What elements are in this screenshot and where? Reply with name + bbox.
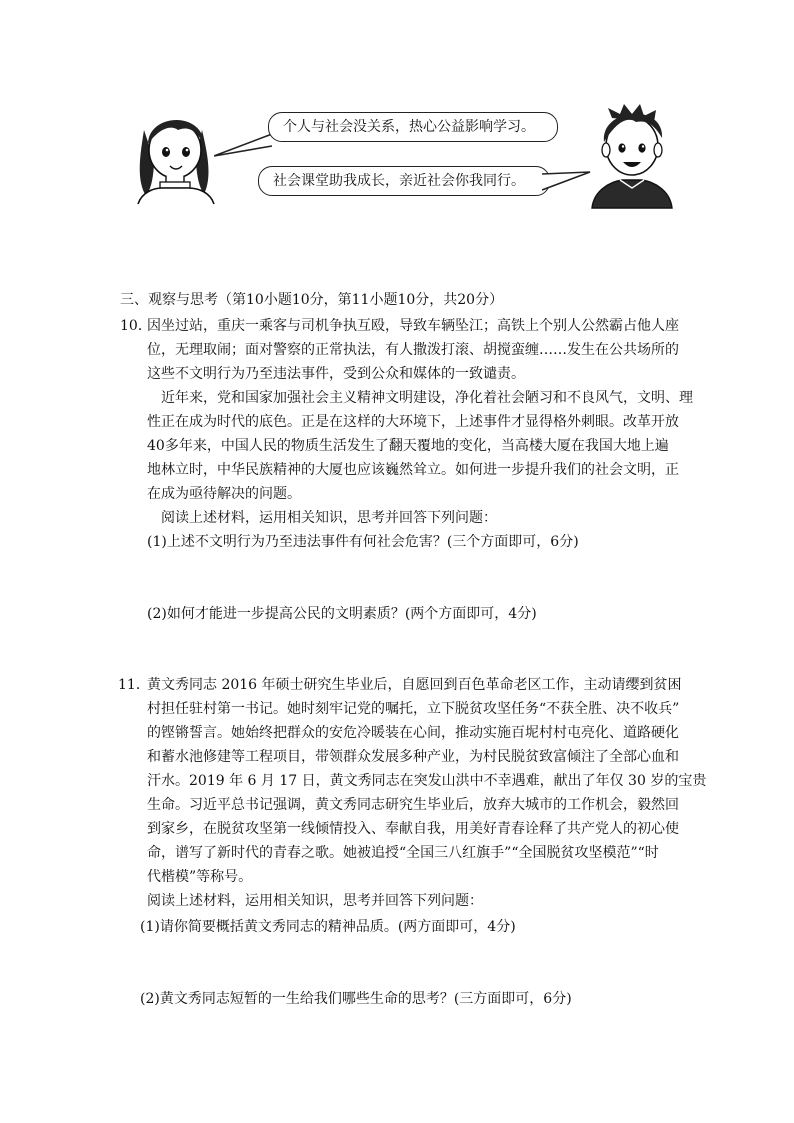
material-line: 性正在成为时代的底色。正是在这样的大环境下，上述事件才显得格外刺眼。改革开放 — [147, 414, 679, 430]
material-line: 近年来，党和国家加强社会主义精神文明建设，净化着社会陋习和不良风气，文明、理 — [147, 390, 693, 406]
material-line: 这些不文明行为乃至违法事件，受到公众和媒体的一致谴责。 — [147, 366, 525, 382]
question-number: 11． — [118, 677, 150, 693]
question-number: 10． — [120, 318, 152, 334]
question-11-material — [147, 673, 706, 913]
material-line: 的铿锵誓言。她始终把群众的安危冷暖装在心间，推动实施百坭村村屯亮化、道路硬化 — [147, 725, 679, 741]
question-11-sub-1: (1)请你简要概括黄文秀同志的精神品质。(两方面即可，4分) — [140, 919, 516, 935]
girl-figure-icon — [130, 100, 220, 208]
dialogue-illustration — [130, 90, 690, 215]
girl-speech-text: 个人与社会没关系，热心公益影响学习。 — [283, 119, 535, 135]
material-line: 和蓄水池修建等工程项目，带领群众发展多种产业，为村民脱贫致富倾注了全部心血和 — [147, 749, 679, 765]
material-line: 生命。习近平总书记强调，黄文秀同志研究生毕业后，放弃大城市的工作机会，毅然回 — [147, 797, 679, 813]
boy-figure-icon — [582, 98, 682, 210]
material-line: 代楷模”等称号。 — [147, 869, 253, 885]
material-line: 地林立时，中华民族精神的大厦也应该巍然耸立。如何进一步提升我们的社会文明，正 — [147, 462, 679, 478]
material-line: 阅读上述材料，运用相关知识，思考并回答下列问题： — [147, 893, 483, 909]
material-line: 汗水。2019 年 6 月 17 日，黄文秀同志在突发山洪中不幸遇难，献出了年仅 30 岁的宝贵 — [147, 773, 707, 789]
boy-speech-text: 社会课堂助我成长，亲近社会你我同行。 — [273, 173, 525, 189]
question-10-material — [147, 314, 693, 530]
material-line: 在成为亟待解决的问题。 — [147, 486, 301, 502]
speech-tail-icon — [214, 130, 274, 160]
material-line: 因坐过站，重庆一乘客与司机争执互殴，导致车辆坠江；高铁上个别人公然霸占他人座 — [147, 318, 679, 334]
girl-speech-bubble — [268, 112, 558, 142]
question-11-sub-2: (2)黄文秀同志短暂的一生给我们哪些生命的思考？(三方面即可，6分) — [140, 991, 572, 1007]
section-title: 三、观察与思考（第10小题10分，第11小题10分，共20分） — [120, 292, 504, 308]
boy-speech-bubble — [258, 166, 550, 196]
material-line: 阅读上述材料，运用相关知识，思考并回答下列问题： — [147, 510, 497, 526]
question-10-sub-1: (1)上述不文明行为乃至违法事件有何社会危害？(三个方面即可，6分) — [147, 534, 579, 550]
question-10-sub-2: (2)如何才能进一步提高公民的文明素质？(两个方面即可，4分) — [147, 606, 537, 622]
material-line: 黄文秀同志 2016 年硕士研究生毕业后，自愿回到百色革命老区工作，主动请缨到贫困 — [147, 677, 682, 693]
material-line: 村担任驻村第一书记。她时刻牢记党的嘱托，立下脱贫攻坚任务“不获全胜、决不收兵” — [147, 701, 680, 717]
material-line: 命，谱写了新时代的青春之歌。她被追授“全国三八红旗手”“全国脱贫攻坚模范”“时 — [147, 845, 659, 861]
material-line: 到家乡，在脱贫攻坚第一线倾情投入、奉献自我，用美好青春诠释了共产党人的初心使 — [147, 821, 679, 837]
material-line: 40多年来，中国人民的物质生活发生了翻天覆地的变化，当高楼大厦在我国大地上遍 — [147, 438, 669, 454]
material-line: 位，无理取闹；面对警察的正常执法，有人撒泼打滚、胡搅蛮缠……发生在公共场所的 — [147, 342, 679, 358]
